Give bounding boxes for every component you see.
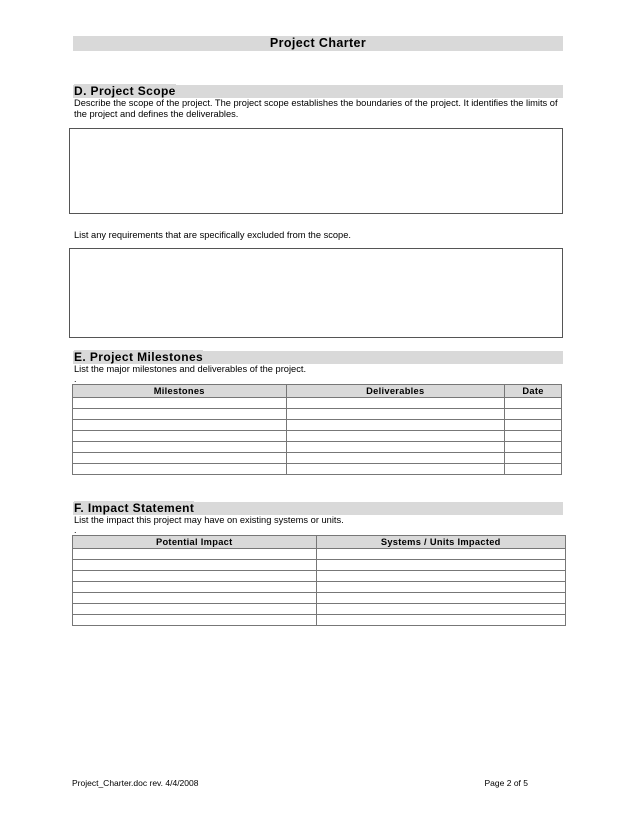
table-row (73, 398, 562, 409)
table-cell[interactable] (73, 464, 287, 475)
table-cell[interactable] (73, 615, 317, 626)
section-heading-milestones (73, 351, 563, 364)
table-cell[interactable] (286, 420, 505, 431)
exclusions-text-box[interactable] (69, 248, 563, 338)
table-cell[interactable] (316, 560, 566, 571)
table-cell[interactable] (73, 431, 287, 442)
exclusions-prompt: List any requirements that are specifically excluded from the scope. (74, 230, 351, 240)
impact-table (72, 535, 566, 626)
table-cell[interactable] (73, 442, 287, 453)
table-cell[interactable] (505, 464, 562, 475)
section-heading-impact-label: F. Impact Statement (74, 501, 195, 515)
table-row (73, 593, 566, 604)
table-row (73, 571, 566, 582)
impact-description: List the impact this project may have on existing systems or units. (74, 515, 344, 525)
table-cell[interactable] (73, 593, 317, 604)
section-heading-milestones-label: E. Project Milestones (74, 350, 204, 364)
table-row (73, 453, 562, 464)
table-cell[interactable] (316, 582, 566, 593)
column-header-potential-impact: Potential Impact (73, 536, 317, 549)
table-row (73, 549, 566, 560)
table-cell[interactable] (73, 420, 287, 431)
table-cell[interactable] (286, 442, 505, 453)
table-row (73, 560, 566, 571)
column-header-deliverables: Deliverables (286, 385, 505, 398)
table-cell[interactable] (73, 549, 317, 560)
table-cell[interactable] (73, 560, 317, 571)
footer-document-info: Project_Charter.doc rev. 4/4/2008 (72, 778, 199, 788)
table-cell[interactable] (316, 593, 566, 604)
section-heading-scope-label: D. Project Scope (74, 84, 176, 98)
table-row (73, 604, 566, 615)
column-header-systems-units-impacted: Systems / Units Impacted (316, 536, 566, 549)
page-title: Project Charter (73, 36, 563, 51)
impact-header-row (73, 536, 566, 549)
table-cell[interactable] (73, 604, 317, 615)
table-row (73, 582, 566, 593)
table-cell[interactable] (73, 409, 287, 420)
table-row (73, 442, 562, 453)
milestones-table (72, 384, 562, 475)
table-cell[interactable] (286, 464, 505, 475)
table-cell[interactable] (505, 442, 562, 453)
section-heading-scope (73, 85, 563, 98)
table-cell[interactable] (286, 409, 505, 420)
table-row (73, 420, 562, 431)
table-cell[interactable] (505, 409, 562, 420)
scope-text-box[interactable] (69, 128, 563, 214)
table-cell[interactable] (316, 604, 566, 615)
table-cell[interactable] (286, 431, 505, 442)
table-row (73, 464, 562, 475)
column-header-date: Date (505, 385, 562, 398)
table-cell[interactable] (505, 453, 562, 464)
table-cell[interactable] (316, 615, 566, 626)
table-cell[interactable] (505, 398, 562, 409)
table-cell[interactable] (316, 571, 566, 582)
table-row (73, 615, 566, 626)
milestones-header-row (73, 385, 562, 398)
table-cell[interactable] (286, 453, 505, 464)
section-heading-impact (73, 502, 563, 515)
table-cell[interactable] (73, 571, 317, 582)
column-header-milestones: Milestones (73, 385, 287, 398)
table-cell[interactable] (505, 431, 562, 442)
milestones-description: List the major milestones and deliverables of the project. (74, 364, 307, 374)
table-cell[interactable] (73, 582, 317, 593)
scope-description: Describe the scope of the project. The project scope establishes the boundaries of the project. It identifies the limits of the project and defines the deliverables. (74, 98, 558, 119)
table-cell[interactable] (286, 398, 505, 409)
table-cell[interactable] (73, 453, 287, 464)
table-cell[interactable] (73, 398, 287, 409)
impact-dot: . (74, 525, 77, 535)
table-row (73, 431, 562, 442)
table-cell[interactable] (505, 420, 562, 431)
table-cell[interactable] (316, 549, 566, 560)
footer-page-number: Page 2 of 5 (484, 778, 528, 788)
table-row (73, 409, 562, 420)
milestones-dot: . (74, 374, 77, 384)
